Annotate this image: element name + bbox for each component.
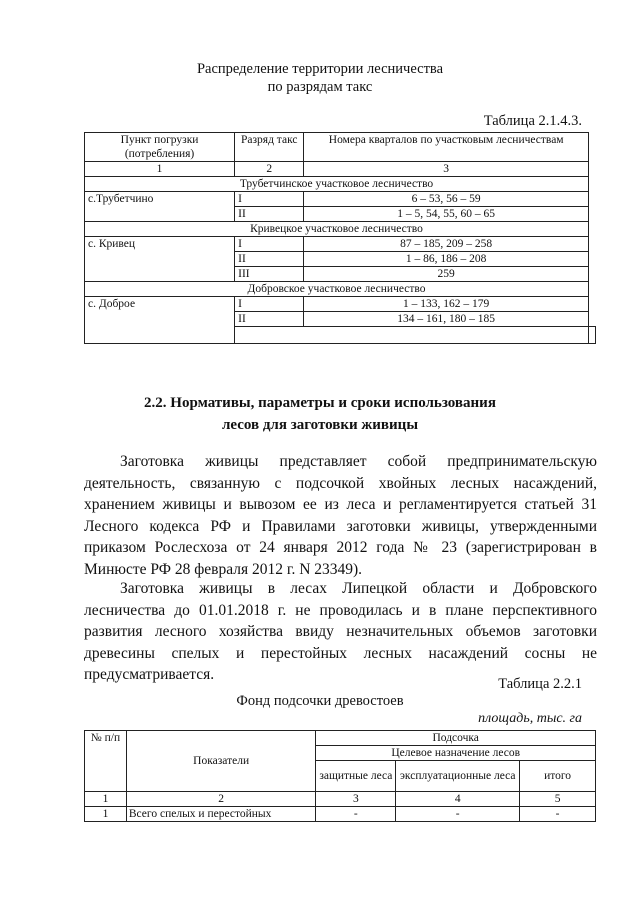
header-exploitation: эксплуатационные леса <box>396 761 520 792</box>
group-row <box>85 222 596 237</box>
quarters-cell: 1 – 86, 186 – 208 <box>304 252 589 267</box>
header-protective: защитные леса <box>316 761 396 792</box>
section-heading-line-1: 2.2. Нормативы, параметры и сроки использования <box>144 395 496 411</box>
header-tapping: Подсочка <box>316 731 596 746</box>
header-purpose: Целевое назначение лесов <box>316 746 596 761</box>
table-title-distribution <box>0 60 640 96</box>
table-title-line-2: по разрядам такс <box>267 79 373 95</box>
table-2-title: Фонд подсочки древостоев <box>236 693 404 709</box>
paragraph-text: Заготовка живицы в лесах Липецкой области и Добровского лесничества до 01.01.2018 г. не проводилась и в плане перспективного развития лесного хозяйства ввиду незначительных объемов заготовки древесины спелых и перестойных лесных насаждений сосны не предусматривается. <box>84 580 597 683</box>
row-total: - <box>520 807 596 822</box>
column-number-row <box>85 162 596 177</box>
rank-cell: III <box>235 267 304 282</box>
header-point: Пункт погрузки (потребления) <box>85 133 235 162</box>
group-row <box>85 282 596 297</box>
quarters-cell: 259 <box>304 267 589 282</box>
loading-point: с.Трубетчино <box>85 192 235 222</box>
header-indicators: Показатели <box>126 731 316 792</box>
row-exploitation: - <box>396 807 520 822</box>
col-number: 2 <box>126 792 316 807</box>
col-number: 3 <box>304 162 589 177</box>
header-total: итого <box>520 761 596 792</box>
table-row <box>85 807 596 822</box>
col-number: 2 <box>235 162 304 177</box>
rank-cell: I <box>235 192 304 207</box>
paragraph-2 <box>84 578 597 686</box>
section-heading-line-2: лесов для заготовки живицы <box>221 417 419 433</box>
loading-point: с. Кривец <box>85 237 235 282</box>
tapping-fund-table <box>84 730 596 822</box>
table-2-units: площадь, тыс. га <box>478 711 582 726</box>
loading-point: с. Доброе <box>85 297 235 344</box>
paragraph-1 <box>84 451 597 580</box>
rank-cell: II <box>235 252 304 267</box>
table-2-caption: Таблица 2.2.1 <box>498 676 582 692</box>
rank-cell: I <box>235 297 304 312</box>
row-protective: - <box>316 807 396 822</box>
row-indicator: Всего спелых и перестойных <box>126 807 316 822</box>
col-number: 1 <box>85 792 127 807</box>
quarters-cell: 1 – 5, 54, 55, 60 – 65 <box>304 207 589 222</box>
group-name: Трубетчинское участковое лесничество <box>85 177 589 192</box>
table-row <box>85 297 596 312</box>
table-title-line-1: Распределение территории лесничества <box>196 61 444 77</box>
empty-cell <box>235 327 589 344</box>
section-heading-2-2 <box>0 392 640 436</box>
header-num: № п/п <box>85 731 127 792</box>
table-header-row <box>85 731 596 746</box>
table-1-caption: Таблица 2.1.4.3. <box>483 113 582 129</box>
rank-cell: II <box>235 312 304 327</box>
table-row <box>85 192 596 207</box>
col-number: 3 <box>316 792 396 807</box>
header-rank: Разряд такс <box>235 133 304 162</box>
paragraph-text: Заготовка живицы представляет собой предпринимательскую деятельность, связанную с подсочкой хвойных лесных насаждений, хранением живицы и вывозом ее из леса и регламентируется статьей 31 Лесного кодекса РФ и Правилами заготовки живицы, утвержденными приказом Рослесхоза от 24 января 2012 года № 23 (зарегистрирован в Минюсте РФ 28 февраля 2012 г. N 23349). <box>84 453 597 578</box>
col-number: 4 <box>396 792 520 807</box>
rank-cell: I <box>235 237 304 252</box>
empty-cell <box>589 327 596 344</box>
col-number: 1 <box>85 162 235 177</box>
rank-cell: II <box>235 207 304 222</box>
group-name: Кривецкое участковое лесничество <box>85 222 589 237</box>
rank-distribution-table <box>84 132 596 344</box>
col-number: 5 <box>520 792 596 807</box>
quarters-cell: 87 – 185, 209 – 258 <box>304 237 589 252</box>
table-row <box>85 237 596 252</box>
quarters-cell: 134 – 161, 180 – 185 <box>304 312 589 327</box>
header-quarters: Номера кварталов по участковым лесничествам <box>304 133 589 162</box>
table-header-row <box>85 133 596 162</box>
quarters-cell: 1 – 133, 162 – 179 <box>304 297 589 312</box>
row-num: 1 <box>85 807 127 822</box>
group-name: Добровское участковое лесничество <box>85 282 589 297</box>
group-row <box>85 177 596 192</box>
quarters-cell: 6 – 53, 56 – 59 <box>304 192 589 207</box>
column-number-row <box>85 792 596 807</box>
